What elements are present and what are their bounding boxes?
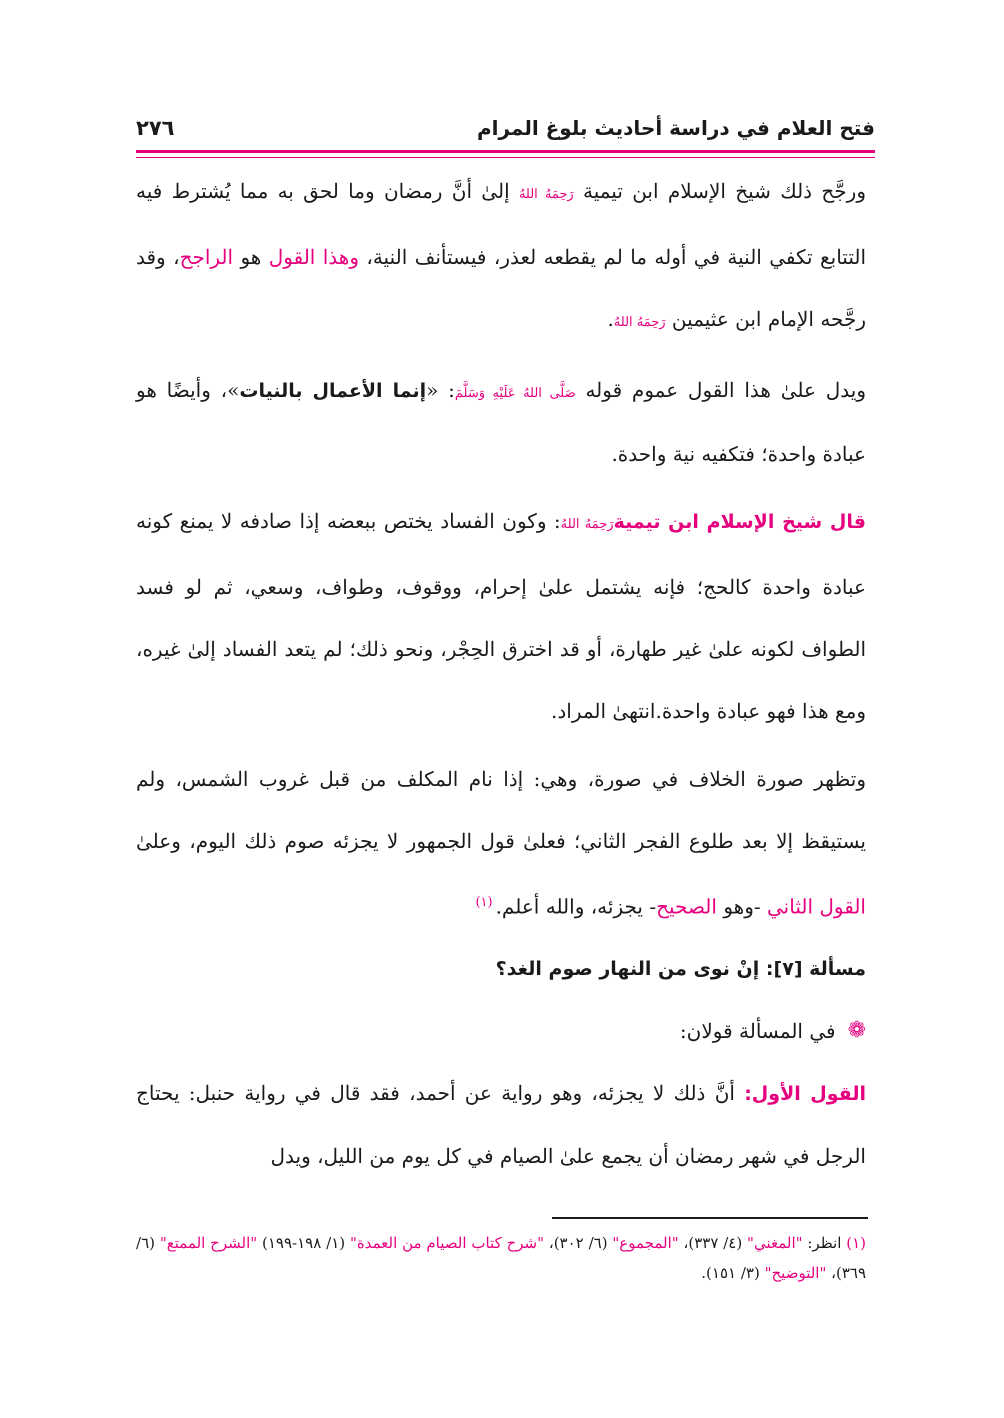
- honorific-glyph: رَحِمَهُ اللهُ: [560, 517, 614, 532]
- running-header: [136, 116, 875, 150]
- honorific-glyph: صَلَّى اللهُ عَلَيْهِ وَسَلَّمَ: [454, 386, 576, 401]
- paragraph-4: [136, 748, 866, 938]
- page-number: ٢٧٦: [136, 116, 175, 140]
- text-run: - يجزئه، والله أعلم.: [495, 894, 657, 919]
- text-run: هو: [233, 245, 269, 269]
- highlighted-phrase: القول الثاني: [766, 894, 866, 919]
- issue-title: إنْ نوى من النهار صوم الغد؟: [495, 957, 760, 980]
- paragraph-5: [136, 1062, 866, 1187]
- text-run: .: [607, 307, 614, 331]
- book-title: فتح العلام في دراسة أحاديث بلوغ المرام: [476, 116, 875, 140]
- text-run: : «: [426, 378, 455, 402]
- text-run: إلىٰ أنَّ رمضان وما لحق به مما يُشترط فيه التتابع تكفي النية في أوله ما لم يقطعه لعذر، فيستأنف النية،: [136, 179, 867, 269]
- hadith-quote: إنما الأعمال بالنيات: [239, 380, 427, 402]
- text-run: ورجَّح ذلك شيخ الإسلام ابن تيمية: [573, 179, 866, 203]
- text-run: (٣/ ١٥١).: [701, 1264, 765, 1282]
- reference-title: "شرح كتاب الصيام من العمدة": [349, 1234, 544, 1252]
- header-rule-thin: [136, 157, 875, 158]
- text-run: (١/ ١٩٨-١٩٩): [257, 1234, 350, 1252]
- text-run: : وكون الفساد يختص ببعضه إذا صادفه لا يمنع كونه عبادة واحدة كالحج؛ فإنه يشتمل علىٰ إحرام، ووقوف، وطواف، وسعي، ثم لو فسد الطواف لكونه علىٰ غير طهارة، أو قد اخترق الحِجْر، ونحو ذلك؛ لم يتعد الفساد إلىٰ غيره، ومع هذا فهو عبادة واحدة.انتهىٰ المراد.: [136, 509, 866, 723]
- text-run: ويدل علىٰ هذا القول عموم قوله: [575, 378, 866, 402]
- paragraph-2: [136, 360, 866, 484]
- highlighted-phrase: الراجح: [179, 245, 234, 269]
- highlighted-phrase: وهذا القول: [268, 245, 359, 269]
- text-run: (٤/ ٣٣٧)،: [678, 1234, 748, 1252]
- footnote: [136, 1228, 866, 1288]
- footnote-divider: [552, 1217, 868, 1219]
- bullet-text: في المسألة قولان:: [679, 1018, 836, 1043]
- paragraph-1: [136, 160, 866, 354]
- text-run: أنَّ ذلك لا يجزئه، وهو رواية عن أحمد، فقد قال في رواية حنبل: يحتاج الرجل في شهر رمضان أن يجمع علىٰ الصيام في كل يوم من الليل، ويدل: [136, 1080, 866, 1168]
- text-run: -وهو: [716, 894, 767, 919]
- flower-bullet-icon: ❁: [847, 1017, 866, 1043]
- issue-label: مسألة [٧]:: [765, 957, 866, 980]
- footnote-number: (١): [846, 1234, 866, 1252]
- opinion-label: القول الأول:: [744, 1082, 866, 1105]
- reference-title: "المغني": [747, 1234, 803, 1252]
- quote-attribution: قال شيخ الإسلام ابن تيمية: [613, 511, 866, 533]
- text-run: ، وقد رجَّحه الإمام ابن عثيمين: [136, 245, 866, 331]
- honorific-glyph: رَحِمَهُ اللهُ: [613, 315, 666, 330]
- reference-title: "التوضيح": [764, 1264, 827, 1282]
- footnote-marker[interactable]: (١): [475, 895, 493, 910]
- paragraph-3: [136, 490, 866, 742]
- text-run: (٦/ ٣٦٩)،: [136, 1234, 866, 1282]
- text-run: (٦/ ٣٠٢)،: [544, 1234, 613, 1252]
- reference-title: "المجموع": [612, 1234, 679, 1252]
- header-rule-thick: [136, 150, 875, 153]
- text-run: »، وأيضًا هو عبادة واحدة؛ فتكفيه نية واحدة.: [136, 378, 866, 466]
- issue-heading: [136, 938, 866, 1000]
- bullet-line: [136, 1000, 866, 1062]
- text-run: انظر:: [802, 1234, 847, 1252]
- reference-title: "الشرح الممتع": [159, 1234, 258, 1252]
- honorific-glyph: رَحِمَهُ اللهُ: [518, 187, 574, 202]
- highlighted-phrase: الصحيح: [656, 894, 717, 919]
- text-run: وتظهر صورة الخلاف في صورة، وهي: إذا نام المكلف من قبل غروب الشمس، ولم يستيقظ إلا بعد طلوع الفجر الثاني؛ فعلىٰ قول الجمهور لا يجزئه صوم ذلك اليوم، وعلىٰ: [136, 767, 866, 853]
- main-text: [136, 160, 866, 1187]
